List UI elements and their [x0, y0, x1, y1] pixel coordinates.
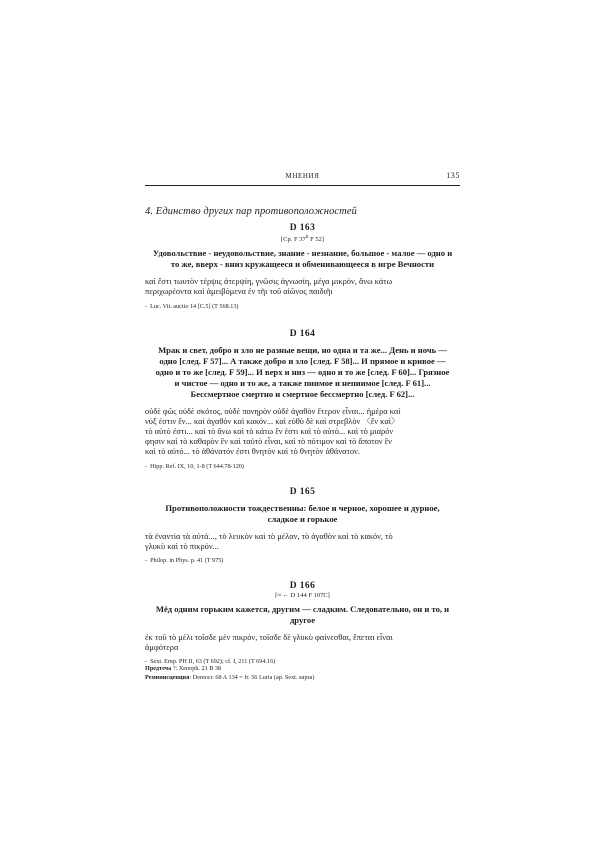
translation [145, 604, 460, 626]
greek-text [145, 633, 460, 653]
fragment-d163 [145, 223, 460, 310]
greek-line: τὸ αὐτό ἐστι... καὶ τὸ ἄνω καὶ τὸ κάτω ἕν ἐστι καὶ τὸ αὐτό... καὶ τὸ μιαρόν [145, 426, 394, 436]
dash-icon: - [145, 556, 148, 564]
fragment-id: D 166 [289, 580, 316, 591]
translation-line: Мёд одним горьким кажется, другим — сладким. Следовательно, он и то, и [155, 603, 450, 614]
source-citation [145, 463, 460, 470]
greek-line: φησιν καὶ τὸ καθαρὸν ἓν καὶ ταὐτὸ εἶναι, καὶ τὸ πότιμον καὶ τὸ ἄποτον ἓν [145, 437, 392, 447]
fragment-d165 [145, 487, 460, 564]
reminiscence-label: Реминисценция [145, 673, 190, 681]
cross-ref-text: [Ср. F 37 [281, 236, 306, 244]
fragment-cross-ref: [≈ ← D 144 F 107C] [275, 591, 330, 599]
precursor-text: ?: Xenoph. 21 B 38 [172, 665, 222, 673]
dash-icon: - [145, 462, 148, 470]
cross-ref-tail: F 52] [308, 236, 324, 244]
greek-line: περιχωρέοντα καὶ ἀμειβόμενα ἐν τῆι τοῦ αἰῶνος παιδιῆι [145, 287, 333, 297]
greek-line: γλυκὺ καὶ τὸ πικρόν... [145, 541, 219, 551]
translation [145, 345, 460, 400]
book-page [145, 168, 460, 682]
source-citation [145, 658, 460, 665]
greek-text [145, 532, 460, 552]
greek-line: καὶ ἔστι τωυτὸν τέρψις ἀτερψίη, γνῶσις ἀγνωσίη, μέγα μικρόν, ἄνω κάτω [145, 277, 393, 287]
greek-text [145, 277, 460, 297]
fragment-d166 [145, 581, 460, 682]
greek-line: νύξ ἐστιν ἕν... καὶ ἀγαθὸν καὶ κακόν... καὶ εὐθὺ δὲ καὶ στρεβλὸν 〈ἕν καὶ〉 [145, 416, 400, 426]
greek-text [145, 407, 460, 458]
fragment-id: D 163 [289, 223, 316, 233]
dash-icon: - [145, 658, 148, 666]
source-text: Luc. Vit. auctio 14 [С.5] (T 568.13) [150, 302, 239, 310]
translation-line: другое [289, 614, 316, 625]
reminiscence-note [145, 674, 460, 683]
source-citation [145, 303, 460, 310]
greek-line: οὐδὲ φῶς οὐδὲ σκότος, οὐδὲ πονηρὸν οὐδὲ ἀγαθὸν ἕτερον εἶναι... ἡμέρα καὶ [145, 406, 401, 416]
running-head [145, 168, 460, 182]
greek-line: ἐκ τοῦ τὸ μέλι τοῖσδε μὲν πικρόν, τοῖσδε δὲ γλυκὺ φαίνεσθαι, ἕπεται εἶναι [145, 632, 393, 642]
fragment-d164 [145, 329, 460, 470]
running-title: МНЕНИЯ [285, 172, 320, 180]
dash-icon: - [145, 302, 148, 310]
translation-line: Удовольствие - неудовольствие, знание - незнание, большое - малое — одно и [152, 248, 453, 259]
translation-line: Бессмертное смертно и смертное бессмертно [след. F 62]... [190, 388, 415, 399]
translation-line: одно [след. F 57]... А также добро и зло [след. F 58]... И прямое и кривое — [159, 355, 446, 366]
translation-line: Противоположности тождественны: белое и черное, хорошее и дурное, [165, 502, 440, 513]
translation-line: и чистое — одно и то же, а также пиимое и непиимое [след. F 61]... [174, 377, 431, 388]
fragment-id: D 164 [289, 328, 316, 339]
translation-line: Мрак и свет, добро и зло не разные вещи, но одна и та же... День и ночь — [158, 344, 447, 355]
greek-line: καὶ τὸ αὐτό... τὸ ἀθάνατόν ἐστι θνητὸν καὶ τὸ θνητὸν ἀθάνατον. [145, 447, 360, 457]
header-rule [145, 185, 460, 186]
translation-line: одно и то же [след. F 59]... И верх и низ — одно и то же [след. F 60]... Грязное [155, 366, 450, 377]
source-text: Sext. Emp. PH II, 63 (T 692); cf. I, 211 (T 694.16) [150, 658, 276, 666]
greek-line: τὰ ἐναντία τὰ αὐτά..., τὸ λευκὸν καὶ τὸ μέλαν, τὸ ἀγαθὸν καὶ τὸ κακόν, τὸ [145, 531, 393, 541]
reminiscence-text: : Democr. 68 A 134 = fr. 56 Luria (ap. Sext. supra) [189, 673, 315, 681]
page-number: 135 [446, 171, 460, 180]
translation-line: сладкое и горькое [267, 513, 338, 524]
fragment-cross-ref [145, 234, 460, 243]
translation [145, 503, 460, 525]
translation-line: то же, вверх - вниз кружащееся и обменивающееся в игре Вечности [170, 259, 435, 270]
section-title: 4. Единство других пар противоположностей [145, 206, 357, 217]
source-citation [145, 557, 460, 564]
translation [145, 248, 460, 270]
source-text: Philop. in Phys. p. 41 (T 975) [150, 556, 224, 564]
precursor-label: Предтеча [145, 665, 172, 673]
fragment-id: D 165 [289, 486, 316, 497]
greek-line: ἀμφότερα [145, 643, 179, 653]
source-text: Hipp. Ref. IX, 10, 1-8 (T 644.78-120) [150, 462, 244, 470]
precursor-note [145, 665, 460, 674]
cross-ref-sup: b [305, 234, 309, 240]
